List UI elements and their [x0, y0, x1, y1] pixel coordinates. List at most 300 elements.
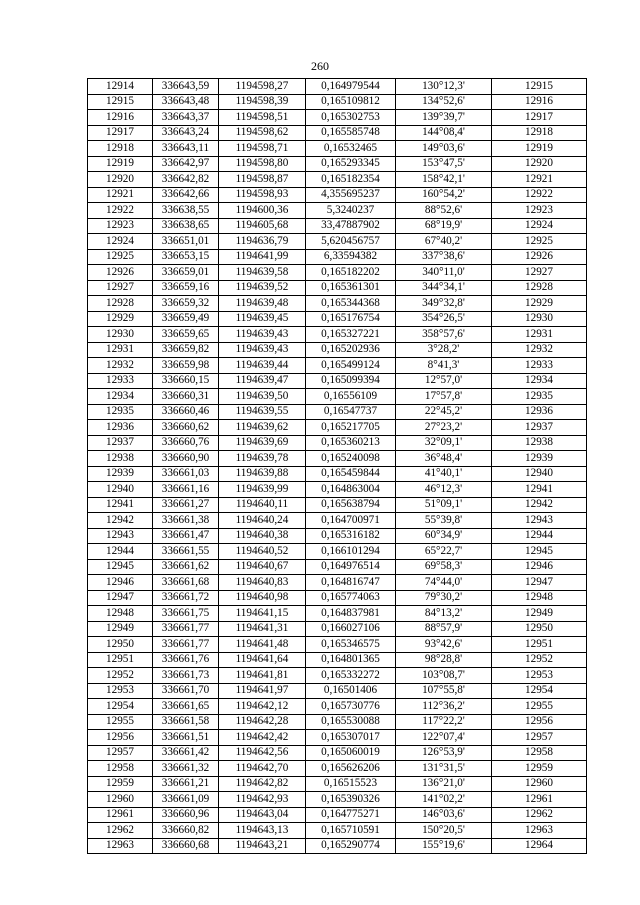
y-coordinate-cell: 1194598,51: [219, 110, 306, 126]
point-id-cell: 12963: [88, 838, 153, 854]
x-coordinate-cell: 336660,82: [153, 823, 219, 839]
table-row: [88, 606, 587, 622]
table-row: [88, 141, 587, 157]
y-coordinate-cell: 1194598,27: [219, 79, 306, 95]
x-coordinate-cell: 336661,21: [153, 776, 219, 792]
y-coordinate-cell: 1194636,79: [219, 234, 306, 250]
next-point-id-cell: 12945: [492, 544, 587, 560]
y-coordinate-cell: 1194641,64: [219, 652, 306, 668]
next-point-id-cell: 12933: [492, 358, 587, 374]
table-row: [88, 513, 587, 529]
y-coordinate-cell: 1194642,82: [219, 776, 306, 792]
distance-cell: 5,620456757: [306, 234, 396, 250]
distance-cell: 5,3240237: [306, 203, 396, 219]
y-coordinate-cell: 1194598,87: [219, 172, 306, 188]
distance-cell: 0,165626206: [306, 761, 396, 777]
y-coordinate-cell: 1194598,80: [219, 156, 306, 172]
table-row: [88, 249, 587, 265]
bearing-cell: 117°22,2': [396, 714, 492, 730]
y-coordinate-cell: 1194642,56: [219, 745, 306, 761]
y-coordinate-cell: 1194639,43: [219, 327, 306, 343]
y-coordinate-cell: 1194640,11: [219, 497, 306, 513]
next-point-id-cell: 12926: [492, 249, 587, 265]
bearing-cell: 136°21,0': [396, 776, 492, 792]
point-id-cell: 12921: [88, 187, 153, 203]
bearing-cell: 153°47,5': [396, 156, 492, 172]
bearing-cell: 126°53,9': [396, 745, 492, 761]
bearing-cell: 354°26,5': [396, 311, 492, 327]
bearing-cell: 122°07,4': [396, 730, 492, 746]
y-coordinate-cell: 1194639,44: [219, 358, 306, 374]
y-coordinate-cell: 1194641,81: [219, 668, 306, 684]
x-coordinate-cell: 336653,15: [153, 249, 219, 265]
x-coordinate-cell: 336661,42: [153, 745, 219, 761]
distance-cell: 0,164979544: [306, 79, 396, 95]
point-id-cell: 12927: [88, 280, 153, 296]
point-id-cell: 12933: [88, 373, 153, 389]
point-id-cell: 12951: [88, 652, 153, 668]
bearing-cell: 68°19,9': [396, 218, 492, 234]
distance-cell: 0,165585748: [306, 125, 396, 141]
table-row: [88, 575, 587, 591]
distance-cell: 0,16547737: [306, 404, 396, 420]
table-row: [88, 172, 587, 188]
next-point-id-cell: 12962: [492, 807, 587, 823]
table-row: [88, 621, 587, 637]
x-coordinate-cell: 336660,46: [153, 404, 219, 420]
distance-cell: 0,165730776: [306, 699, 396, 715]
table-row: [88, 420, 587, 436]
x-coordinate-cell: 336660,90: [153, 451, 219, 467]
table-row: [88, 342, 587, 358]
distance-cell: 33,47887902: [306, 218, 396, 234]
next-point-id-cell: 12934: [492, 373, 587, 389]
point-id-cell: 12915: [88, 94, 153, 110]
y-coordinate-cell: 1194639,99: [219, 482, 306, 498]
bearing-cell: 141°02,2': [396, 792, 492, 808]
x-coordinate-cell: 336659,65: [153, 327, 219, 343]
point-id-cell: 12946: [88, 575, 153, 591]
x-coordinate-cell: 336661,38: [153, 513, 219, 529]
y-coordinate-cell: 1194639,43: [219, 342, 306, 358]
distance-cell: 0,165530088: [306, 714, 396, 730]
x-coordinate-cell: 336642,82: [153, 172, 219, 188]
y-coordinate-cell: 1194641,31: [219, 621, 306, 637]
table-row: [88, 280, 587, 296]
y-coordinate-cell: 1194639,88: [219, 466, 306, 482]
y-coordinate-cell: 1194639,45: [219, 311, 306, 327]
next-point-id-cell: 12948: [492, 590, 587, 606]
y-coordinate-cell: 1194639,48: [219, 296, 306, 312]
table-row: [88, 296, 587, 312]
point-id-cell: 12916: [88, 110, 153, 126]
x-coordinate-cell: 336643,59: [153, 79, 219, 95]
bearing-cell: 103°08,7': [396, 668, 492, 684]
coordinates-table: [87, 78, 587, 854]
next-point-id-cell: 12935: [492, 389, 587, 405]
y-coordinate-cell: 1194641,97: [219, 683, 306, 699]
point-id-cell: 12932: [88, 358, 153, 374]
table-row: [88, 373, 587, 389]
distance-cell: 0,16515523: [306, 776, 396, 792]
bearing-cell: 69°58,3': [396, 559, 492, 575]
distance-cell: 0,164976514: [306, 559, 396, 575]
point-id-cell: 12958: [88, 761, 153, 777]
point-id-cell: 12924: [88, 234, 153, 250]
point-id-cell: 12944: [88, 544, 153, 560]
x-coordinate-cell: 336660,76: [153, 435, 219, 451]
point-id-cell: 12948: [88, 606, 153, 622]
point-id-cell: 12940: [88, 482, 153, 498]
next-point-id-cell: 12954: [492, 683, 587, 699]
x-coordinate-cell: 336661,27: [153, 497, 219, 513]
bearing-cell: 155°19,6': [396, 838, 492, 854]
bearing-cell: 134°52,6': [396, 94, 492, 110]
next-point-id-cell: 12932: [492, 342, 587, 358]
distance-cell: 0,165774063: [306, 590, 396, 606]
point-id-cell: 12950: [88, 637, 153, 653]
next-point-id-cell: 12952: [492, 652, 587, 668]
next-point-id-cell: 12918: [492, 125, 587, 141]
next-point-id-cell: 12936: [492, 404, 587, 420]
table-row: [88, 637, 587, 653]
y-coordinate-cell: 1194639,55: [219, 404, 306, 420]
table-row: [88, 187, 587, 203]
table-row: [88, 451, 587, 467]
distance-cell: 0,164863004: [306, 482, 396, 498]
table-row: [88, 776, 587, 792]
x-coordinate-cell: 336661,77: [153, 637, 219, 653]
next-point-id-cell: 12915: [492, 79, 587, 95]
distance-cell: 0,164837981: [306, 606, 396, 622]
next-point-id-cell: 12916: [492, 94, 587, 110]
distance-cell: 0,165060019: [306, 745, 396, 761]
distance-cell: 0,165390326: [306, 792, 396, 808]
x-coordinate-cell: 336661,77: [153, 621, 219, 637]
point-id-cell: 12945: [88, 559, 153, 575]
next-point-id-cell: 12964: [492, 838, 587, 854]
point-id-cell: 12941: [88, 497, 153, 513]
next-point-id-cell: 12919: [492, 141, 587, 157]
x-coordinate-cell: 336659,16: [153, 280, 219, 296]
point-id-cell: 12939: [88, 466, 153, 482]
distance-cell: 4,355695237: [306, 187, 396, 203]
distance-cell: 0,164700971: [306, 513, 396, 529]
x-coordinate-cell: 336661,32: [153, 761, 219, 777]
table-row: [88, 559, 587, 575]
y-coordinate-cell: 1194642,42: [219, 730, 306, 746]
y-coordinate-cell: 1194642,70: [219, 761, 306, 777]
next-point-id-cell: 12928: [492, 280, 587, 296]
table-row: [88, 699, 587, 715]
table-row: [88, 234, 587, 250]
distance-cell: 0,16532465: [306, 141, 396, 157]
y-coordinate-cell: 1194598,93: [219, 187, 306, 203]
bearing-cell: 65°22,7': [396, 544, 492, 560]
point-id-cell: 12931: [88, 342, 153, 358]
point-id-cell: 12928: [88, 296, 153, 312]
x-coordinate-cell: 336643,24: [153, 125, 219, 141]
table-row: [88, 652, 587, 668]
next-point-id-cell: 12941: [492, 482, 587, 498]
distance-cell: 0,165290774: [306, 838, 396, 854]
table-row: [88, 683, 587, 699]
x-coordinate-cell: 336643,11: [153, 141, 219, 157]
bearing-cell: 130°12,3': [396, 79, 492, 95]
table-row: [88, 435, 587, 451]
y-coordinate-cell: 1194643,21: [219, 838, 306, 854]
bearing-cell: 139°39,7': [396, 110, 492, 126]
next-point-id-cell: 12917: [492, 110, 587, 126]
bearing-cell: 36°48,4': [396, 451, 492, 467]
x-coordinate-cell: 336660,31: [153, 389, 219, 405]
distance-cell: 0,165293345: [306, 156, 396, 172]
table-row: [88, 327, 587, 343]
next-point-id-cell: 12921: [492, 172, 587, 188]
x-coordinate-cell: 336661,75: [153, 606, 219, 622]
table-row: [88, 466, 587, 482]
point-id-cell: 12959: [88, 776, 153, 792]
point-id-cell: 12935: [88, 404, 153, 420]
table-row: [88, 265, 587, 281]
next-point-id-cell: 12940: [492, 466, 587, 482]
y-coordinate-cell: 1194639,69: [219, 435, 306, 451]
next-point-id-cell: 12958: [492, 745, 587, 761]
bearing-cell: 146°03,6': [396, 807, 492, 823]
x-coordinate-cell: 336661,65: [153, 699, 219, 715]
table-row: [88, 497, 587, 513]
point-id-cell: 12918: [88, 141, 153, 157]
distance-cell: 0,165240098: [306, 451, 396, 467]
table-row: [88, 358, 587, 374]
bearing-cell: 67°40,2': [396, 234, 492, 250]
distance-cell: 0,16556109: [306, 389, 396, 405]
bearing-cell: 22°45,2': [396, 404, 492, 420]
next-point-id-cell: 12955: [492, 699, 587, 715]
x-coordinate-cell: 336661,62: [153, 559, 219, 575]
next-point-id-cell: 12944: [492, 528, 587, 544]
distance-cell: 0,164801365: [306, 652, 396, 668]
distance-cell: 0,165344368: [306, 296, 396, 312]
y-coordinate-cell: 1194598,62: [219, 125, 306, 141]
bearing-cell: 160°54,2': [396, 187, 492, 203]
y-coordinate-cell: 1194639,52: [219, 280, 306, 296]
y-coordinate-cell: 1194640,24: [219, 513, 306, 529]
distance-cell: 0,165346575: [306, 637, 396, 653]
next-point-id-cell: 12960: [492, 776, 587, 792]
distance-cell: 0,165182202: [306, 265, 396, 281]
table-row: [88, 79, 587, 95]
y-coordinate-cell: 1194642,93: [219, 792, 306, 808]
next-point-id-cell: 12942: [492, 497, 587, 513]
distance-cell: 0,165202936: [306, 342, 396, 358]
table-row: [88, 203, 587, 219]
next-point-id-cell: 12943: [492, 513, 587, 529]
x-coordinate-cell: 336638,65: [153, 218, 219, 234]
bearing-cell: 17°57,8': [396, 389, 492, 405]
x-coordinate-cell: 336638,55: [153, 203, 219, 219]
table-row: [88, 745, 587, 761]
table-row: [88, 761, 587, 777]
distance-cell: 0,164816747: [306, 575, 396, 591]
bearing-cell: 344°34,1': [396, 280, 492, 296]
next-point-id-cell: 12939: [492, 451, 587, 467]
x-coordinate-cell: 336660,15: [153, 373, 219, 389]
bearing-cell: 12°57,0': [396, 373, 492, 389]
y-coordinate-cell: 1194639,47: [219, 373, 306, 389]
bearing-cell: 112°36,2': [396, 699, 492, 715]
point-id-cell: 12953: [88, 683, 153, 699]
distance-cell: 0,165332272: [306, 668, 396, 684]
y-coordinate-cell: 1194605,68: [219, 218, 306, 234]
point-id-cell: 12920: [88, 172, 153, 188]
next-point-id-cell: 12947: [492, 575, 587, 591]
point-id-cell: 12925: [88, 249, 153, 265]
y-coordinate-cell: 1194643,13: [219, 823, 306, 839]
point-id-cell: 12949: [88, 621, 153, 637]
x-coordinate-cell: 336661,51: [153, 730, 219, 746]
distance-cell: 0,165638794: [306, 497, 396, 513]
bearing-cell: 8°41,3': [396, 358, 492, 374]
bearing-cell: 74°44,0': [396, 575, 492, 591]
distance-cell: 0,165316182: [306, 528, 396, 544]
bearing-cell: 46°12,3': [396, 482, 492, 498]
next-point-id-cell: 12950: [492, 621, 587, 637]
table-row: [88, 544, 587, 560]
y-coordinate-cell: 1194639,62: [219, 420, 306, 436]
y-coordinate-cell: 1194640,98: [219, 590, 306, 606]
x-coordinate-cell: 336661,73: [153, 668, 219, 684]
next-point-id-cell: 12923: [492, 203, 587, 219]
distance-cell: 0,165307017: [306, 730, 396, 746]
x-coordinate-cell: 336660,62: [153, 420, 219, 436]
next-point-id-cell: 12946: [492, 559, 587, 575]
y-coordinate-cell: 1194640,67: [219, 559, 306, 575]
point-id-cell: 12960: [88, 792, 153, 808]
distance-cell: 0,16501406: [306, 683, 396, 699]
table-row: [88, 218, 587, 234]
point-id-cell: 12922: [88, 203, 153, 219]
distance-cell: 0,165109812: [306, 94, 396, 110]
table-row: [88, 110, 587, 126]
point-id-cell: 12937: [88, 435, 153, 451]
y-coordinate-cell: 1194640,52: [219, 544, 306, 560]
x-coordinate-cell: 336643,37: [153, 110, 219, 126]
distance-cell: 0,164775271: [306, 807, 396, 823]
y-coordinate-cell: 1194641,48: [219, 637, 306, 653]
point-id-cell: 12929: [88, 311, 153, 327]
next-point-id-cell: 12957: [492, 730, 587, 746]
distance-cell: 0,165361301: [306, 280, 396, 296]
point-id-cell: 12962: [88, 823, 153, 839]
y-coordinate-cell: 1194600,36: [219, 203, 306, 219]
table-row: [88, 668, 587, 684]
distance-cell: 0,165099394: [306, 373, 396, 389]
bearing-cell: 98°28,8': [396, 652, 492, 668]
point-id-cell: 12942: [88, 513, 153, 529]
bearing-cell: 32°09,1': [396, 435, 492, 451]
bearing-cell: 150°20,5': [396, 823, 492, 839]
x-coordinate-cell: 336661,76: [153, 652, 219, 668]
x-coordinate-cell: 336661,16: [153, 482, 219, 498]
table-row: [88, 311, 587, 327]
x-coordinate-cell: 336651,01: [153, 234, 219, 250]
distance-cell: 0,165302753: [306, 110, 396, 126]
table-row: [88, 156, 587, 172]
next-point-id-cell: 12931: [492, 327, 587, 343]
table-row: [88, 404, 587, 420]
x-coordinate-cell: 336642,97: [153, 156, 219, 172]
y-coordinate-cell: 1194642,28: [219, 714, 306, 730]
y-coordinate-cell: 1194598,71: [219, 141, 306, 157]
y-coordinate-cell: 1194639,50: [219, 389, 306, 405]
y-coordinate-cell: 1194639,78: [219, 451, 306, 467]
bearing-cell: 358°57,6': [396, 327, 492, 343]
distance-cell: 0,165176754: [306, 311, 396, 327]
point-id-cell: 12961: [88, 807, 153, 823]
bearing-cell: 55°39,8': [396, 513, 492, 529]
x-coordinate-cell: 336659,98: [153, 358, 219, 374]
point-id-cell: 12954: [88, 699, 153, 715]
y-coordinate-cell: 1194639,58: [219, 265, 306, 281]
table-row: [88, 807, 587, 823]
x-coordinate-cell: 336659,82: [153, 342, 219, 358]
bearing-cell: 107°55,8': [396, 683, 492, 699]
page-number: 260: [311, 59, 329, 73]
x-coordinate-cell: 336661,47: [153, 528, 219, 544]
y-coordinate-cell: 1194642,12: [219, 699, 306, 715]
x-coordinate-cell: 336661,72: [153, 590, 219, 606]
bearing-cell: 349°32,8': [396, 296, 492, 312]
table-row: [88, 792, 587, 808]
table-row: [88, 590, 587, 606]
x-coordinate-cell: 336659,49: [153, 311, 219, 327]
x-coordinate-cell: 336659,01: [153, 265, 219, 281]
distance-cell: 6,33594382: [306, 249, 396, 265]
x-coordinate-cell: 336659,32: [153, 296, 219, 312]
point-id-cell: 12914: [88, 79, 153, 95]
next-point-id-cell: 12924: [492, 218, 587, 234]
table-row: [88, 730, 587, 746]
x-coordinate-cell: 336660,96: [153, 807, 219, 823]
table-row: [88, 482, 587, 498]
bearing-cell: 27°23,2': [396, 420, 492, 436]
bearing-cell: 340°11,0': [396, 265, 492, 281]
point-id-cell: 12930: [88, 327, 153, 343]
bearing-cell: 84°13,2': [396, 606, 492, 622]
table-row: [88, 838, 587, 854]
x-coordinate-cell: 336660,68: [153, 838, 219, 854]
bearing-cell: 149°03,6': [396, 141, 492, 157]
y-coordinate-cell: 1194643,04: [219, 807, 306, 823]
bearing-cell: 158°42,1': [396, 172, 492, 188]
y-coordinate-cell: 1194641,15: [219, 606, 306, 622]
y-coordinate-cell: 1194640,38: [219, 528, 306, 544]
x-coordinate-cell: 336643,48: [153, 94, 219, 110]
bearing-cell: 131°31,5': [396, 761, 492, 777]
bearing-cell: 144°08,4': [396, 125, 492, 141]
point-id-cell: 12938: [88, 451, 153, 467]
next-point-id-cell: 12937: [492, 420, 587, 436]
distance-cell: 0,166027106: [306, 621, 396, 637]
bearing-cell: 79°30,2': [396, 590, 492, 606]
table-row: [88, 823, 587, 839]
coordinates-table-body: [88, 79, 587, 854]
x-coordinate-cell: 336661,09: [153, 792, 219, 808]
point-id-cell: 12956: [88, 730, 153, 746]
bearing-cell: 337°38,6': [396, 249, 492, 265]
x-coordinate-cell: 336661,70: [153, 683, 219, 699]
